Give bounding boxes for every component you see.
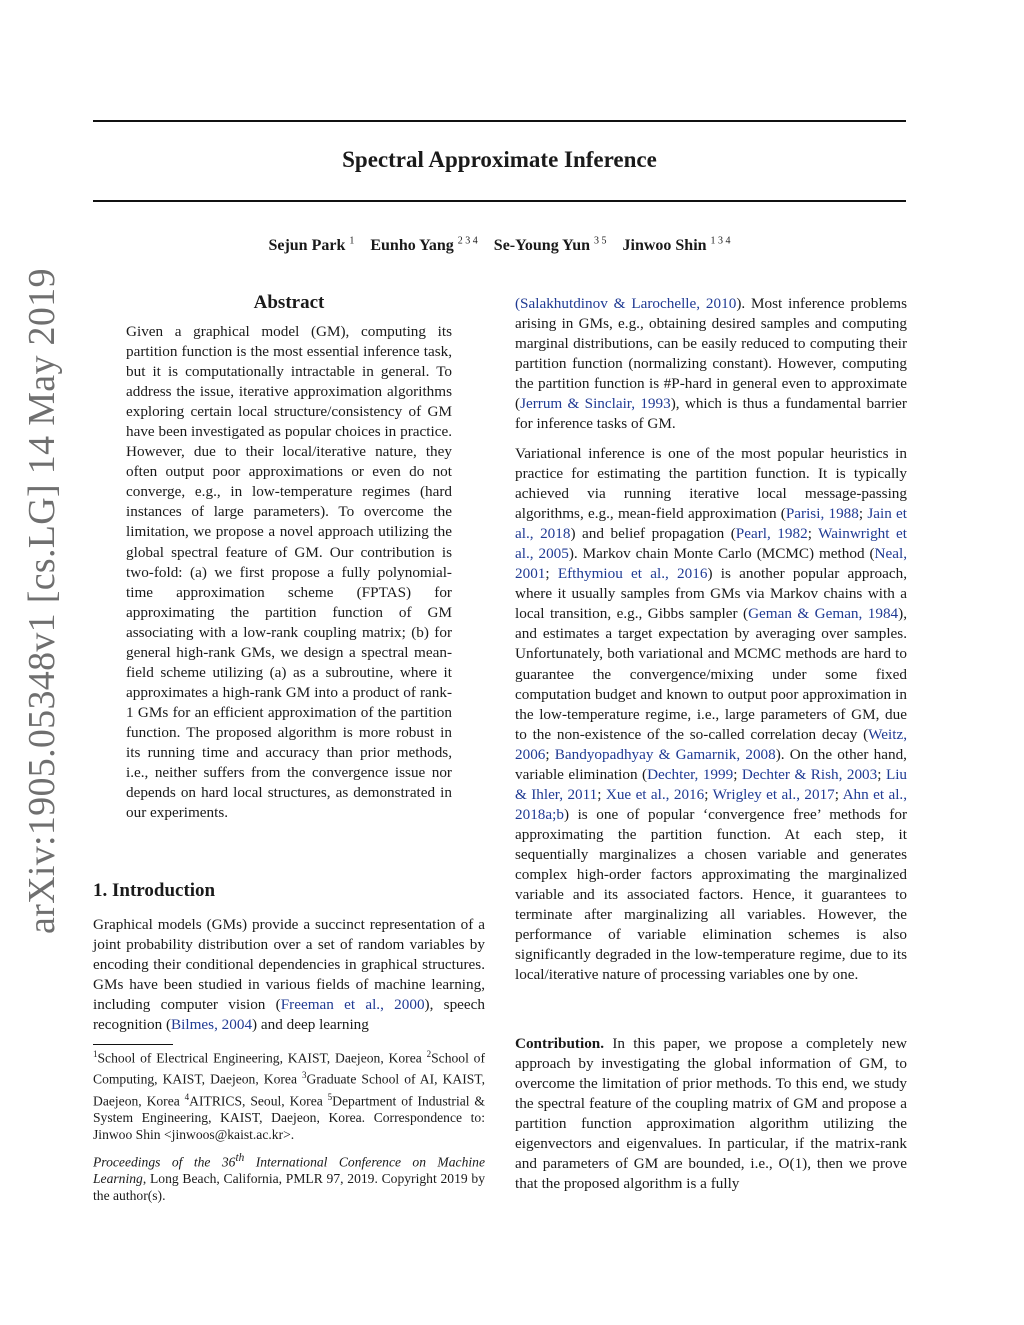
contribution-lead: Contribution. [515,1035,605,1052]
text-run: ; [877,765,886,783]
author: Jinwoo Shin $^{1 3 4}$ [622,236,731,255]
author: Se-Young Yun $^{3 5}$ [493,236,607,255]
text-run: Variational inference is one of the most popular heuristics in practice for estimating the partition function. It is typically achieved via running iterative local message-passing algorithms, e.g., mean-field approximation ( [515,445,907,523]
affiliations-footnote: $^1$School of Electrical Engineering, KAIST, Daejeon, Korea $^2$School of Computing, KAIST, Daejeon, Korea $^3$Graduate School of AI, KAIST, Daejeon, Korea $^4$AITRICS, Seoul, Korea $^5$Department of Industrial & System Engineering, KAIST, Daejeon, Korea. Correspondence to: Jinwoo Shin <jinwoos@kaist.ac.kr>. [93,1049,486,1142]
text-run: ; [704,785,713,803]
title-top-rule [93,120,906,122]
title-bottom-rule [93,200,906,202]
arxiv-stamp: arXiv:1905.05348v1 [cs.LG] 14 May 2019 [21,268,63,934]
text-run: ). On the other hand, variable elimination ( [515,745,907,783]
citation-link[interactable]: Liu & Ihler, 2011 [515,765,908,803]
citation-link[interactable]: Bilmes, 2004 [171,1016,253,1034]
text-run: ; [733,765,742,783]
text-run: ) is another popular approach, where it usually samples from GMs via Markov chains with a local transition, e.g., Gibbs sampler ( [515,565,907,623]
citation-link[interactable]: Ahn et al., 2018a;b [515,785,908,823]
citation-link[interactable]: Wrigley et al., 2017 [712,785,835,803]
intro-paragraph-2 [515,294,907,434]
text-run: ) and deep learning [252,1016,369,1034]
text-run: ), and estimates a target expectation by averaging over samples. Unfortunately, both variational and MCMC methods are hard to guarantee the convergence/mixing under some fixed computation budget and known to output poor approximation in the low-temperature regime, i.e., large parameters of GM, due to the non-existence of the so-called correlation decay ( [515,605,908,743]
text-run: ). Markov chain Monte Carlo (MCMC) method ( [568,545,875,563]
author-list [93,236,906,255]
text-run: ), which is thus a fundamental barrier for inference tasks of GM. [515,395,907,433]
text-run: ; [545,745,555,763]
abstract-heading: Abstract [253,292,325,313]
abstract-text: Given a graphical model (GM), computing its partition function is the most essential inference task, but it is computationally intractable in general. To address the issue, iterative approximation algorithms exploring certain local structure/consistency of GM have been investigated as popular choices in practice. However, due to their local/iterative nature, they often output poor approximations or even do not converge, e.g., in low-temperature regimes (hard instances of large parameters). To overcome the limitation, we propose a novel approach utilizing the global spectral feature of GM. Our contribution is two-fold: (a) we first propose a fully polynomial-time approximation scheme (FPTAS) for approximating the partition function of GM associating with a low-rank coupling matrix; (b) for general high-rank GMs, we design a spectral mean-field scheme utilizing (a) as a subroutine, where it approximates a high-rank GM into a product of rank-1 GMs for an efficient approximation of the partition function. The proposed algorithm is more robust in its running time and accuracy than prior methods, i.e., neither suffers from the convergence issue nor depends on hard local structures, as demonstrated in our experiments. [126,323,452,822]
text-run: ; [597,785,606,803]
section-heading: 1. Introduction [93,880,216,901]
text-run: ). Most inference problems arising in GMs, e.g., obtaining desired samples and computing marginal distributions, can be easily reduced to computing their partition function (normalizing constant). However, computing the partition function is #P-hard in general even to approximate ( [515,295,907,413]
contribution-paragraph: Contribution. In this paper, we propose a completely new approach by investigating the global information of GM, to overcome the limitation of prior methods. To this end, we study the spectral feature of the coupling matrix of GM and propose a partition function approximation algorithm utilizing the eigenvectors and eigenvalues. In particular, if the matrix-rank and parameters of GM are bounded, i.e., O(1), then we prove that the proposed algorithm is a fully [515,1035,907,1193]
citation-link[interactable]: Dechter, 1999 [647,765,734,783]
text-run: ; [807,525,819,543]
citation-link[interactable]: Neal, 2001 [515,545,907,583]
citation-link[interactable]: Bandyopadhyay & Gamarnik, 2008 [554,745,776,763]
citation-link[interactable]: Efthymiou et al., 2016 [557,565,708,583]
citation-link[interactable]: (Salakhutdinov & Larochelle, 2010 [515,295,737,312]
intro-paragraph-1 [93,915,485,1035]
text-run: ; [834,785,843,803]
author: Sejun Park $^1$ [268,236,355,255]
intro-paragraph-3 [515,444,907,985]
citation-link[interactable]: Freeman et al., 2000 [280,996,425,1014]
citation-link[interactable]: Dechter & Rish, 2003 [741,765,878,783]
citation-link[interactable]: Parisi, 1988 [785,505,859,523]
text-run: Graphical models (GMs) provide a succinct representation of a joint probability distribution over a set of random variables by encoding their conditional dependencies in graphical structures. GMs have been studied in various fields of machine learning, including computer vision ( [93,916,485,1014]
proceedings-note: Proceedings of the 36th International Conference on Machine Learning, Long Beach, California, PMLR 97, 2019. Copyright 2019 by the author(s). [93,1152,485,1204]
citation-link[interactable]: Jerrum & Sinclair, 1993 [520,395,671,413]
footnote-rule [93,1044,173,1045]
citation-link[interactable]: Weitz, 2006 [515,725,907,763]
text-run: ), speech recognition ( [93,996,485,1034]
paper-title: Spectral Approximate Inference [342,147,657,172]
text-run: ) and belief propagation ( [570,525,736,543]
citation-link[interactable]: Pearl, 1982 [735,525,808,543]
text-run: ; [858,505,868,523]
citation-link[interactable]: Jain et al., 2018 [515,505,907,543]
text-run: ; [545,565,558,583]
citation-link[interactable]: Xue et al., 2016 [605,785,705,803]
author: Eunho Yang $^{2 3 4}$ [370,236,478,255]
text-run: ) is one of popular ‘convergence free’ methods for approximating the partition function. At each step, it sequentially marginalizes a chosen variable and generates complex high-order factors approximating the marginalized variable and its associated factors. Hence, it guarantees to terminate after marginalizing all variables. However, the performance of variable elimination schemes is also significantly degraded in the low-temperature regime, due to its local/iterative nature of processing variables one by one. [515,805,907,984]
citation-link[interactable]: Wainwright et al., 2005 [515,525,907,563]
citation-link[interactable]: Geman & Geman, 1984 [748,605,899,623]
